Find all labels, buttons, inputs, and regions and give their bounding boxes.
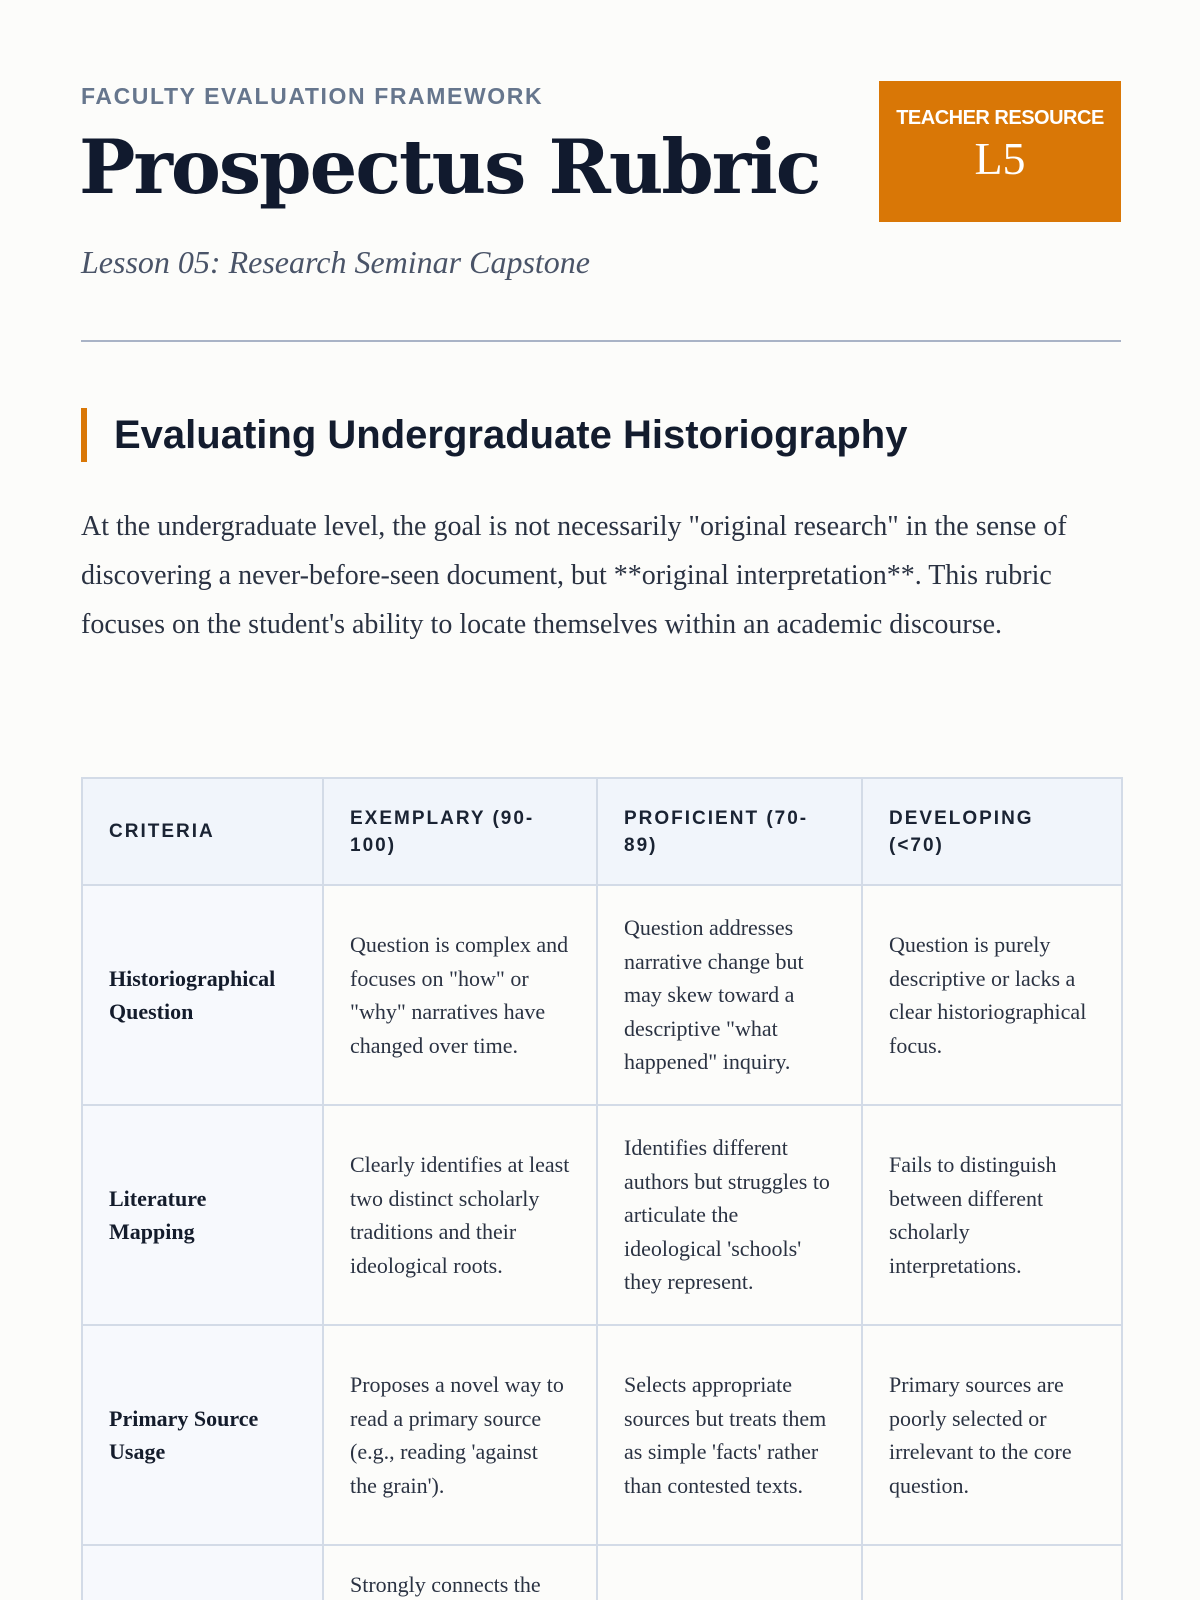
- proficient-cell: [597, 1545, 862, 1600]
- proficient-cell: Question addresses narrative change but may skew toward a descriptive "what happened" inquiry.: [597, 885, 862, 1105]
- table-row: [82, 1325, 1122, 1545]
- header-divider: [81, 340, 1121, 342]
- developing-cell: Primary sources are poorly selected or irrelevant to the core question.: [862, 1325, 1122, 1545]
- exemplary-cell: Question is complex and focuses on "how" or "why" narratives have changed over time.: [323, 885, 597, 1105]
- column-header-proficient: PROFICIENT (70-89): [597, 778, 862, 885]
- rubric-header-row: [82, 778, 1122, 885]
- developing-cell: Question is purely descriptive or lacks a clear historiographical focus.: [862, 885, 1122, 1105]
- column-header-criteria: CRITERIA: [82, 778, 323, 885]
- criteria-cell: Literature Mapping: [82, 1105, 323, 1325]
- section-title: Evaluating Undergraduate Historiography: [114, 413, 908, 457]
- criteria-cell: Historiographical Question: [82, 885, 323, 1105]
- exemplary-cell: Clearly identifies at least two distinct scholarly traditions and their ideological roots.: [323, 1105, 597, 1325]
- table-row: [82, 1105, 1122, 1325]
- section-accent-bar: [81, 408, 87, 462]
- framework-kicker: FACULTY EVALUATION FRAMEWORK: [81, 83, 544, 109]
- badge-lesson-code: L5: [974, 133, 1026, 184]
- proficient-cell: Selects appropriate sources but treats them as simple 'facts' rather than contested texts.: [597, 1325, 862, 1545]
- proficient-cell: Identifies different authors but struggles to articulate the ideological 'schools' they represent.: [597, 1105, 862, 1325]
- badge-label: TEACHER RESOURCE: [896, 107, 1104, 129]
- exemplary-cell: Strongly connects the: [323, 1545, 597, 1600]
- rubric-table: [81, 777, 1123, 1600]
- column-header-exemplary: EXEMPLARY (90-100): [323, 778, 597, 885]
- intro-paragraph: At the undergraduate level, the goal is not necessarily "original research" in the sense of discovering a never-before-seen document, but **original interpretation**. This rubric focuses on the student's ability to locate themselves within an academic discourse.: [81, 511, 1067, 640]
- criteria-cell: [82, 1545, 323, 1600]
- lesson-subtitle: Lesson 05: Research Seminar Capstone: [81, 244, 590, 280]
- table-row: [82, 885, 1122, 1105]
- column-header-developing: DEVELOPING (<70): [862, 778, 1122, 885]
- developing-cell: Fails to distinguish between different scholarly interpretations.: [862, 1105, 1122, 1325]
- teacher-resource-badge: [879, 81, 1121, 222]
- page-title: Prospectus Rubric: [79, 123, 820, 211]
- criteria-cell: Primary Source Usage: [82, 1325, 323, 1545]
- exemplary-cell: Proposes a novel way to read a primary source (e.g., reading 'against the grain').: [323, 1325, 597, 1545]
- developing-cell: [862, 1545, 1122, 1600]
- table-row: [82, 1545, 1122, 1600]
